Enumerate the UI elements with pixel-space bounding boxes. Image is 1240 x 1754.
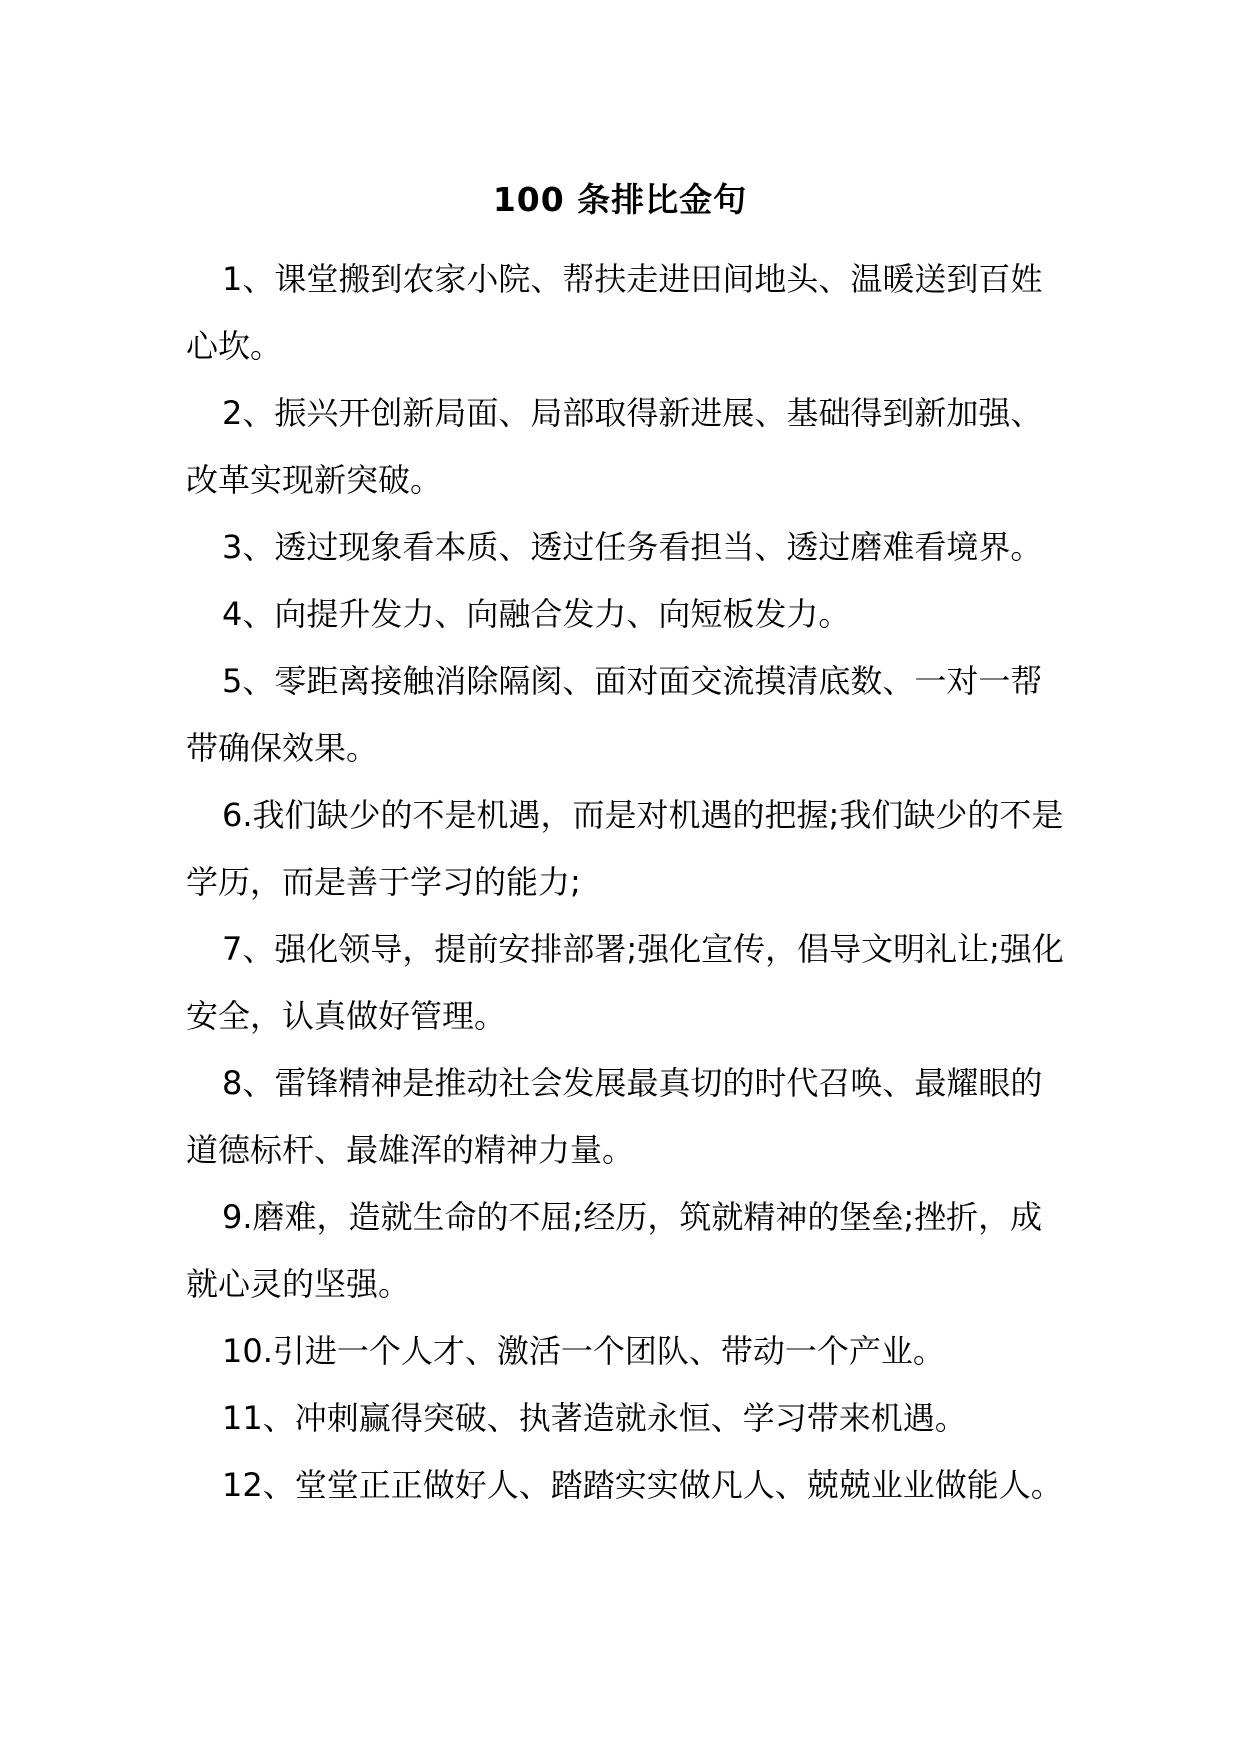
paragraph-2: 2、振兴开创新局面、局部取得新进展、基础得到新加强、改革实现新突破。 (186, 394, 1043, 499)
paragraph-10: 10.引进一个人才、激活一个团队、带动一个产业。 (222, 1332, 945, 1370)
paragraph-3: 3、透过现象看本质、透过任务看担当、透过磨难看境界。 (222, 528, 1043, 566)
paragraph-5: 5、零距离接触消除隔阂、面对面交流摸清底数、一对一帮带确保效果。 (186, 662, 1043, 767)
paragraph-4: 4、向提升发力、向融合发力、向短板发力。 (222, 595, 851, 633)
document-body (186, 246, 1066, 1519)
document-title: 100 条排比金句 (492, 180, 748, 219)
paragraph-8: 8、雷锋精神是推动社会发展最真切的时代召唤、最耀眼的道德标杆、最雄浑的精神力量。 (186, 1064, 1043, 1169)
paragraph-6: 6.我们缺少的不是机遇，而是对机遇的把握;我们缺少的不是学历，而是善于学习的能力; (186, 796, 1064, 901)
paragraph-12: 12、堂堂正正做好人、踏踏实实做凡人、兢兢业业做能人。 (222, 1466, 1063, 1504)
paragraph-9: 9.磨难，造就生命的不屈;经历，筑就精神的堡垒;挫折，成就心灵的坚强。 (186, 1198, 1043, 1303)
paragraph-1: 1、课堂搬到农家小院、帮扶走进田间地头、温暖送到百姓心坎。 (186, 260, 1043, 365)
paragraph-11: 11、冲刺赢得突破、执著造就永恒、学习带来机遇。 (222, 1399, 967, 1437)
paragraph-7: 7、强化领导，提前安排部署;强化宣传，倡导文明礼让;强化安全，认真做好管理。 (186, 930, 1064, 1035)
